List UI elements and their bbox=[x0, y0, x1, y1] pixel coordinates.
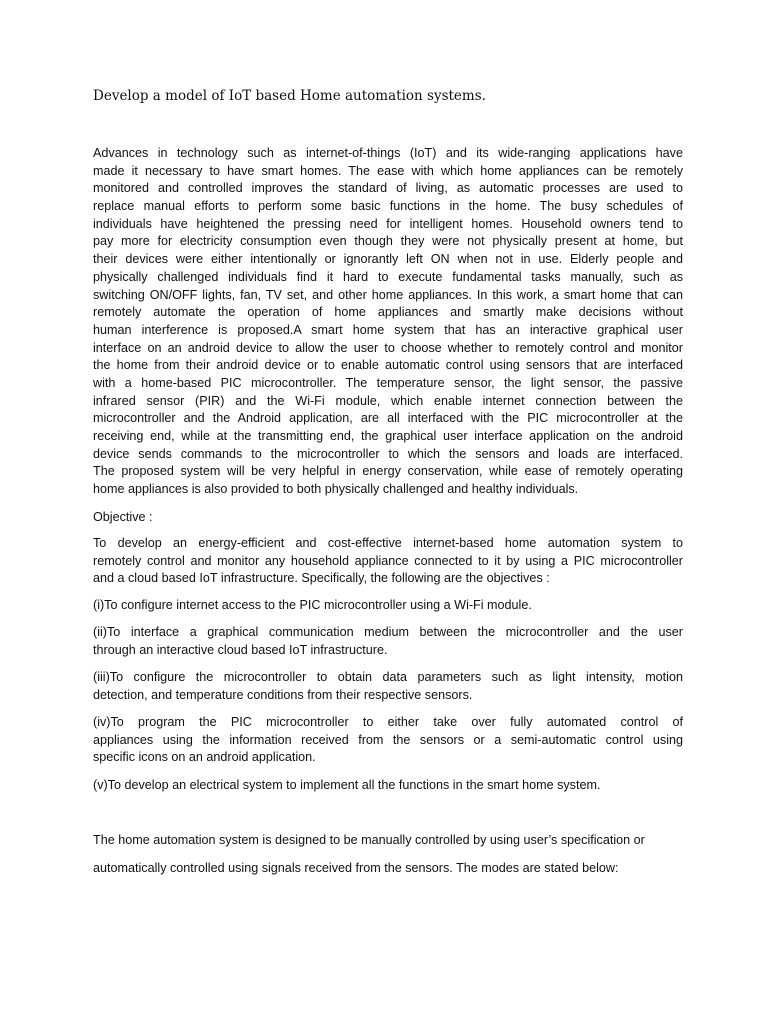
objective-heading bbox=[93, 509, 683, 527]
objective-line: (iii)To configure the microcontroller to obtain data parameters such as light intensity, motion bbox=[93, 670, 683, 684]
objective-line: appliances using the information received from the sensors or a semi-automatic control using bbox=[93, 732, 683, 747]
abstract-line: pay more for electricity consumption even though they were not physically present at home, but bbox=[93, 234, 683, 249]
objective-line: (iv)To program the PIC microcontroller to either take over fully automated control of bbox=[93, 715, 683, 729]
abstract-line: infrared sensor (PIR) and the Wi-Fi module, which enable internet connection between the bbox=[93, 393, 683, 408]
abstract-line: physically challenged individuals find it hard to execute fundamental tasks manually, such as bbox=[93, 269, 683, 284]
abstract-line: remotely automate the operation of home appliances and smartly make decisions without bbox=[93, 305, 683, 320]
abstract-line: made it necessary to have smart homes. The ease with which home appliances can be remotely bbox=[93, 163, 683, 178]
abstract-line: Advances in technology such as internet-of-things (IoT) and its wide-ranging applications have bbox=[93, 146, 683, 160]
abstract-line: switching ON/OFF lights, fan, TV set, and other home appliances. In this work, a smart home that can bbox=[93, 287, 683, 302]
abstract-line: monitored and controlled improves the standard of living, as automatic processes are used to bbox=[93, 181, 683, 196]
abstract-line: with a home-based PIC microcontroller. The temperature sensor, the light sensor, the passive bbox=[93, 375, 683, 390]
abstract-line: their devices were either intentionally or ignorantly left ON when not in use. Elderly people and bbox=[93, 252, 683, 267]
abstract-line: the home from their android device or to enable automatic control using sensors that are interfaced bbox=[93, 358, 683, 373]
objective-item-5 bbox=[93, 777, 683, 795]
abstract-line: interface on an android device to allow the user to choose whether to remotely control and monitor bbox=[93, 340, 683, 355]
objective-line: detection, and temperature conditions from their respective sensors. bbox=[93, 687, 473, 702]
objective-intro-paragraph bbox=[93, 535, 683, 588]
abstract-line: device sends commands to the microcontroller to which the sensors and loads are interfaced. bbox=[93, 446, 683, 461]
objective-line: (ii)To interface a graphical communication medium between the microcontroller and the user bbox=[93, 625, 683, 639]
objective-item-2 bbox=[93, 624, 683, 659]
abstract-line: replace manual efforts to perform some basic functions in the home. The busy schedules of bbox=[93, 199, 683, 214]
objective-line: specific icons on an android application. bbox=[93, 750, 316, 765]
abstract-line: The proposed system will be very helpful in energy conservation, while ease of remotely operating bbox=[93, 464, 683, 479]
abstract-line: microcontroller and the Android application, are all interfaced with the PIC microcontroller at the bbox=[93, 411, 683, 426]
abstract-line: home appliances is also provided to both physically challenged and healthy individuals. bbox=[93, 482, 579, 497]
abstract-line: receiving end, while at the transmitting end, the graphical user interface application on the android bbox=[93, 429, 683, 443]
objective-intro-line: and a cloud based IoT infrastructure. Specifically, the following are the objectives : bbox=[93, 571, 550, 586]
abstract-line: individuals have heightened the pressing need for intelligent homes. Household owners tend to bbox=[93, 216, 683, 231]
abstract-line: human interference is proposed.A smart home system that has an interactive graphical user bbox=[93, 322, 683, 337]
objective-line: (v)To develop an electrical system to implement all the functions in the smart home system. bbox=[93, 778, 601, 792]
abstract-paragraph bbox=[93, 145, 683, 499]
objective-item-3 bbox=[93, 669, 683, 704]
objective-line: through an interactive cloud based IoT infrastructure. bbox=[93, 642, 388, 657]
objective-item-1 bbox=[93, 597, 683, 615]
objective-item-4 bbox=[93, 714, 683, 767]
modes-paragraph-line-2 bbox=[93, 860, 683, 878]
modes-text: automatically controlled using signals received from the sensors. The modes are stated below: bbox=[93, 861, 619, 875]
objective-intro-line: To develop an energy-efficient and cost-effective internet-based home automation system to bbox=[93, 536, 683, 550]
modes-paragraph-line-1 bbox=[93, 832, 683, 850]
objective-line: (i)To configure internet access to the PIC microcontroller using a Wi-Fi module. bbox=[93, 598, 532, 612]
objective-heading-text: Objective : bbox=[93, 510, 153, 524]
document-title: Develop a model of IoT based Home automation systems. bbox=[93, 88, 486, 104]
modes-text: The home automation system is designed to be manually controlled by using user’s specification or bbox=[93, 833, 645, 847]
objective-intro-line: remotely control and monitor any household appliance connected to it by using a PIC microcontroller bbox=[93, 553, 683, 568]
